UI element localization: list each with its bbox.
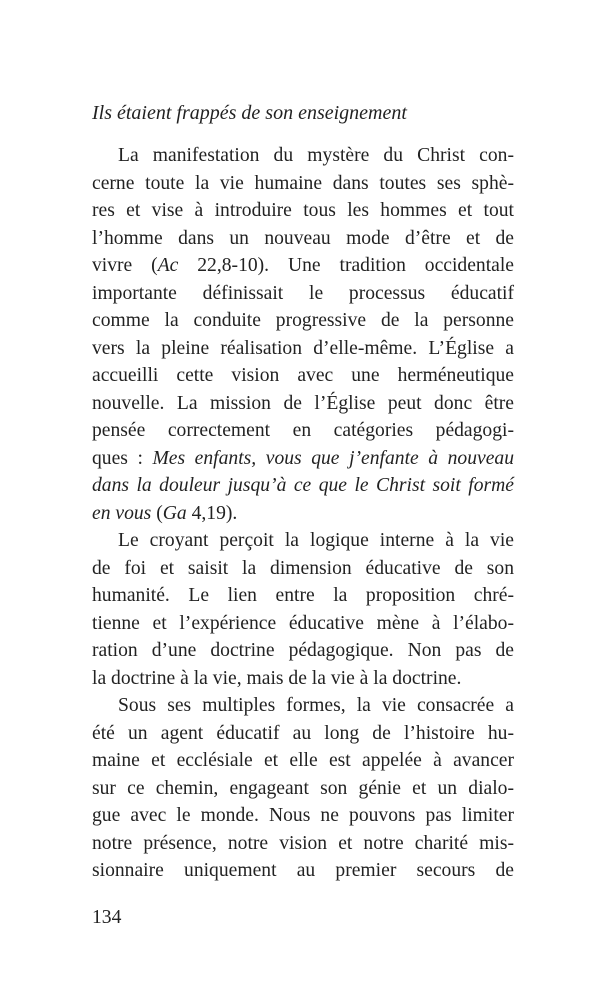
text-run: de foi et saisit la dimension éducative de son (92, 557, 514, 579)
text-run: vers la pleine réalisation d’elle-même. L’Église a (92, 337, 514, 359)
text-run: gue avec le monde. Nous ne pouvons pas limiter (92, 805, 514, 826)
italic-run: Ga (162, 502, 187, 524)
text-line (92, 225, 514, 253)
text-run: Sous ses multiples formes, la vie consacrée a (118, 695, 514, 716)
italic-run: dans la douleur jusqu’à ce que le Christ soit formé (92, 475, 514, 496)
text-line (92, 335, 514, 363)
page-number: 134 (92, 907, 122, 928)
text-run: maine et ecclésiale et elle est appelée à avancer (92, 750, 514, 771)
text-run: été un agent éducatif au long de l’histoire hu- (92, 722, 514, 744)
text-line (92, 252, 514, 280)
text-run: Le croyant perçoit la logique interne à la vie (118, 530, 514, 551)
text-line (92, 637, 514, 665)
text-line (92, 527, 514, 555)
text-run: tienne et l’expérience éducative mène à l’élabo- (92, 612, 514, 634)
text-run: 4,19). (186, 502, 238, 524)
text-run: comme la conduite progressive de la personne (92, 310, 514, 331)
text-line (92, 692, 514, 720)
text-line (92, 665, 514, 693)
text-line (92, 747, 514, 775)
paragraph (92, 692, 514, 885)
italic-run: Mes enfants, vous que j’enfante à nouveau (152, 447, 514, 469)
text-line (92, 197, 514, 225)
text-run: vivre ( (92, 255, 158, 276)
text-run: notre présence, notre vision et notre charité mis- (92, 832, 514, 854)
text-line (92, 500, 514, 528)
text-line (92, 555, 514, 583)
text-line (92, 857, 514, 885)
text-run: l’homme dans un nouveau mode d’être et de (92, 227, 514, 249)
text-run: 22,8-10). Une tradition occidentale (178, 255, 514, 276)
text-run: ration d’une doctrine pédagogique. Non pas de (92, 640, 514, 661)
text-line (92, 142, 514, 170)
text-run: pensée correctement en catégories pédagogi- (92, 420, 514, 441)
text-line (92, 445, 514, 473)
text-line (92, 307, 514, 335)
text-line (92, 280, 514, 308)
text-run: cerne toute la vie humaine dans toutes ses sphè- (92, 172, 514, 194)
text-run: sur ce chemin, engageant son génie et un dialo- (92, 777, 514, 799)
text-line (92, 610, 514, 638)
text-line (92, 170, 514, 198)
running-head: Ils étaient frappés de son enseignement (92, 102, 407, 124)
text-line (92, 417, 514, 445)
text-line (92, 362, 514, 390)
text-run: humanité. Le lien entre la proposition chré- (92, 585, 514, 606)
paragraph (92, 142, 514, 527)
text-run: res et vise à introduire tous les hommes et tout (92, 200, 514, 221)
text-run: importante définissait le processus éducatif (92, 282, 514, 304)
text-line (92, 390, 514, 418)
paragraph (92, 527, 514, 692)
text-run: accueilli cette vision avec une herméneutique (92, 365, 514, 386)
text-line (92, 830, 514, 858)
body-text (92, 142, 514, 885)
text-run: La manifestation du mystère du Christ con- (118, 145, 514, 166)
italic-run: Ac (157, 255, 179, 276)
italic-run: en vous (92, 502, 152, 524)
text-line (92, 775, 514, 803)
text-run: ques : (92, 447, 153, 469)
text-run: la doctrine à la vie, mais de la vie à la doctrine. (92, 667, 462, 689)
text-line (92, 802, 514, 830)
text-run: nouvelle. La mission de l’Église peut donc être (92, 392, 514, 414)
text-line (92, 582, 514, 610)
text-run: sionnaire uniquement au premier secours de (92, 860, 514, 881)
text-line (92, 472, 514, 500)
text-run: ( (151, 502, 163, 524)
text-line (92, 720, 514, 748)
